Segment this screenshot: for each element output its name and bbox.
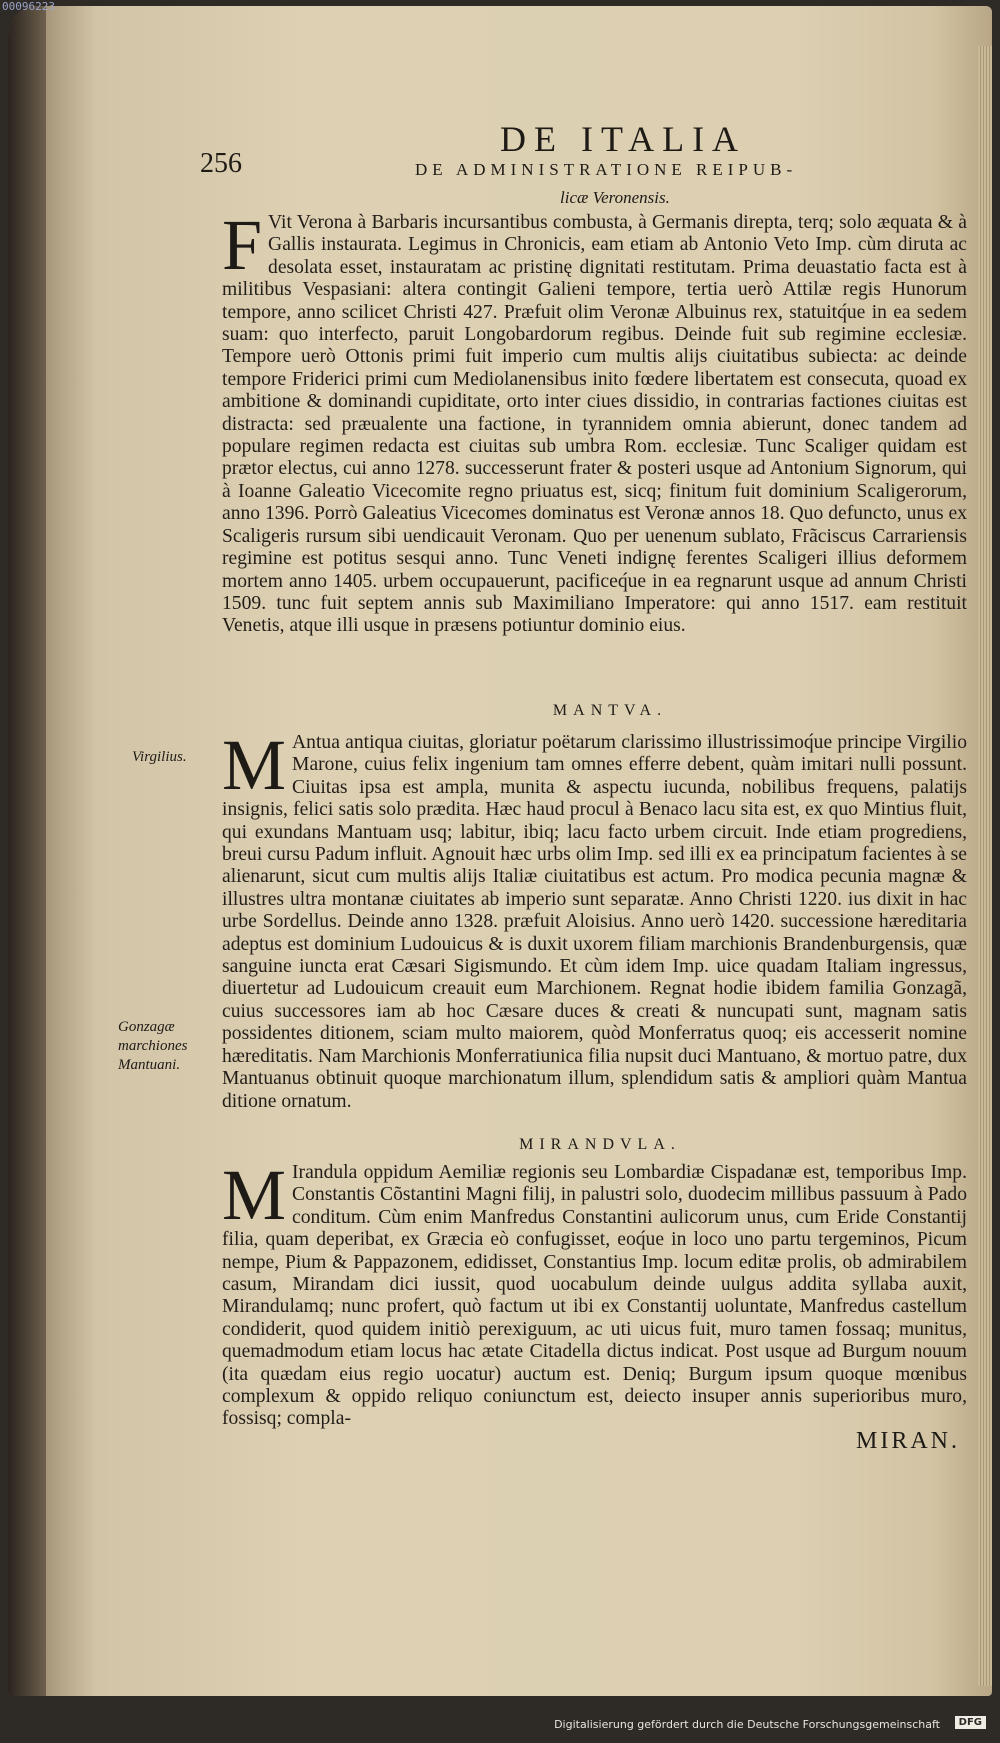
book-gutter — [8, 6, 46, 1696]
drop-cap: M — [222, 1155, 287, 1235]
drop-cap: F — [222, 205, 263, 285]
verona-paragraph — [222, 205, 967, 638]
catchword: MIRAN. — [855, 1428, 960, 1454]
mantua-paragraph — [222, 725, 967, 1113]
page-number: 256 — [200, 148, 242, 179]
margin-note-virgilius: Virgilius. — [132, 749, 187, 765]
scan-id: 00096223 — [2, 0, 55, 13]
page-edges — [978, 46, 992, 1686]
mirandula-text: Irandula oppidum Aemiliæ regionis seu Lombardiæ Cispadanæ est, temporibus Imp. Constantis Cõstantini Magni filij, in palustri solo, duodecim millibus passuum à Pado conditum. Cùm enim Manfredus Constantini aulicorum unus, cum Eride Constantij filia, quam deperibat, ex Græcia eò confugisset, eoq́ue in loco uno partu tergeminos, Picum nempe, Pium & Pappazonem, edidisset, Constantius Imp. locum editæ prolis, ob admirabilem casum, Mirandam dici iussit, quod uocabulum deinde uulgus addita syllaba auxit, Mirandulamq; nunc profert, quò factum ut ibi ex Constantij uoluntate, Manfredus castellum condiderit, quod quidem initiò perexiguum, ac uti uicus fuit, muro tamen fossaq; munitus, quemadmodum etiam locus hac ætate Citadella dictus indicat. Post usque ad Burgum nouum (ita quædam eius regio uocatur) auctum est. Deniq; Burgum ipsum quoque mœnibus complexum & oppido reliquo coniunctum est, deiecto insuper annis superioribus muro, fossisq; compla- — [222, 1162, 967, 1430]
mantua-text: Antua antiqua ciuitas, gloriatur poëtarum clarissimo illustrissimoq́ue principe Virgilio Marone, cuius felix ingenium tam omnes efferre debent, quàm imitari nulli possunt. Ciuitas ipsa est ampla, munita & aspectu iucunda, nobilibus frequens, palatijs insignis, felici satis solo prædita. Hæc haud procul à Benaco lacu sita est, ex quo Mintius fluit, qui exundans Mantuam usq; labitur, ibiq; lacu facto urbem circuit. Inde etiam progrediens, breui cursu Padum influit. Agnouit hæc urbs olim Imp. sed illi ex ea principatum facientes à se alienarunt, sicut cum multis alijs Italiæ ciuitatibus est actum. Pro modica pecunia magnæ & illustres ultra montanæ ciuitates ab imperio sunt separatæ. Anno Christi 1220. ius dixit in hac urbe Sordellus. Deinde anno 1328. præfuit Aloisius. Anno uerò 1420. successione hæreditaria adeptus est dominium Ludouicus & is duxit uxorem filiam marchionis Brandenburgensis, quæ sanguine iuncta erat Cæsari Sigismundo. Et cùm idem Imp. uice quadam Italiam ingressus, diuertetur ad Ludouicum creauit eum Marchionem. Regnat hodie ibidem familia Gonzagã, cuius successores iam ab hoc Cæsare duces & creati & nuncupati sunt, magnam satis possidentes ditionem, sciam multo maiorem, quòd Monferratus quoq; eis accesserit nomine hæreditatis. Nam Marchionis Monferratiunica filia nupsit duci Mantuano, & mortuo patre, dux Mantuanus obtinuit quoque marchionatum illum, splendidum satis & ampliori quàm Mantua ditione ornatum. — [222, 732, 967, 1112]
drop-cap: M — [222, 725, 287, 805]
chapter-subtitle: licæ Veronensis. — [560, 188, 670, 207]
chapter-title: DE ADMINISTRATIONE REIPUB- — [415, 160, 798, 179]
mantua-heading: MANTVA. — [552, 702, 668, 719]
mirandula-paragraph — [222, 1155, 967, 1431]
mirandula-heading: MIRANDVLA. — [519, 1136, 681, 1153]
footer-credit: Digitalisierung gefördert durch die Deutsche Forschungsgemeinschaft — [554, 1718, 940, 1731]
dfg-logo: DFG — [955, 1716, 986, 1729]
footer-bar — [0, 1708, 1000, 1743]
verona-text: Vit Verona à Barbaris incursantibus combusta, à Germanis direpta, terq; solo æquata & à Gallis instaurata. Legimus in Chronicis, eam etiam ab Antonio Veto Imp. cùm diruta ac desolata esset, instauratam ac pristinę dignitati restitutam. Prima deuastatio facta est à militibus Vespasiani: altera contingit Galieni tempore, tertia uerò Attilæ regis Hunorum tempore, anno scilicet Christi 427. Præfuit olim Veronæ Albuinus rex, statuitq́ue in ea sedem suam: quo interfecto, paruit Longobardorum regibus. Deinde fuit sub regimine ecclesiæ. Tempore uerò Ottonis primi fuit imperio cum multis alijs ciuitatibus subiecta: ac deinde tempore Friderici primi cum Mediolanensibus inito fœdere libertatem est consecuta, quoad ex ambitione & dominandi cupiditate, orto inter ciues dissidio, in contrarias factiones ciuitas est distracta: sed præualente una factione, in tyrannidem omnia abierunt, donec tandem ad populare regimen redacta est ciuitas sub umbra Rom. ecclesiæ. Tunc Scaliger quidam est prætor electus, cui anno 1278. successerunt frater & posteri usque ad Antonium Signorum, qui à Ioanne Galeatio Vicecomite regno priuatus est, sicq; finitum fuit dominium Scaligerorum, anno 1396. Porrò Galeatius Vicecomes dominatus est Veronæ annos 18. Quo defuncto, unus ex Scaligeris rursum sibi uendicauit Veronam. Quo per uenenum sublato, Frãciscus Carrariensis regimine est potitus sesqui anno. Tunc Veneti indignę ferentes Scaligeri illius deformem mortem anno 1405. urbem occupauerunt, pacificeq́ue in ea regnarunt usque ad annum Christi 1509. tunc fuit septem annis sub Maximiliano Imperatore: qui anno 1517. eam restituit Venetis, atque illi usque in præsens potiuntur dominio eius. — [222, 212, 967, 637]
margin-note-gonzaga: Gonzagæ marchiones Mantuani. — [118, 1019, 188, 1073]
running-head: DE ITALIA — [500, 119, 747, 159]
